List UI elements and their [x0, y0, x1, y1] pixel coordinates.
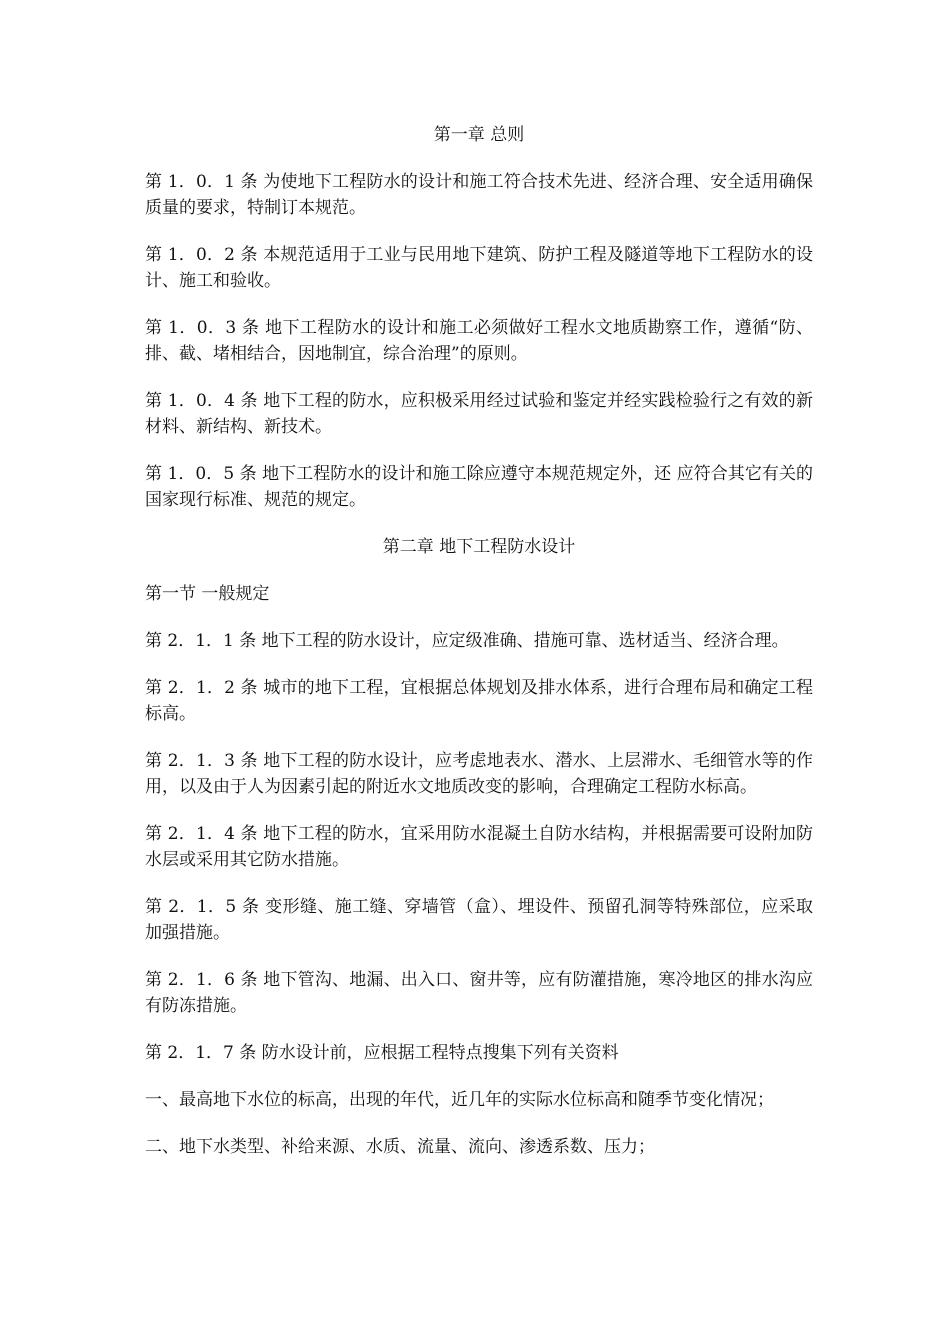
section-1-title: 第一节 一般规定	[145, 584, 270, 604]
article-1-0-1: 第 1．0．1 条 为使地下工程防水的设计和施工符合技术先进、经济合理、安全适用确保质量的要求，特制订本规范。	[145, 172, 813, 218]
list-item-2: 二、地下水类型、补给来源、水质、流量、流向、渗透系数、压力；	[145, 1137, 655, 1157]
article-1-0-2: 第 1．0．2 条 本规范适用于工业与民用地下建筑、防护工程及隧道等地下工程防水的设计、施工和验收。	[145, 245, 813, 291]
article-2-1-7: 第 2．1．7 条 防水设计前，应根据工程特点搜集下列有关资料	[145, 1043, 619, 1063]
article-2-1-2: 第 2．1．2 条 城市的地下工程，宜根据总体规划及排水体系，进行合理布局和确定工程标高。	[145, 678, 813, 724]
article-2-1-4: 第 2．1．4 条 地下工程的防水，宜采用防水混凝土自防水结构，并根据需要可设附加防水层或采用其它防水措施。	[145, 824, 813, 870]
article-2-1-3: 第 2．1．3 条 地下工程的防水设计，应考虑地表水、潜水、上层滞水、毛细管水等的作用，以及由于人为因素引起的附近水文地质改变的影响，合理确定工程防水标高。	[145, 751, 813, 797]
article-1-0-3: 第 1．0．3 条 地下工程防水的设计和施工必须做好工程水文地质勘察工作，遵循“防、排、截、堵相结合，因地制宜，综合治理”的原则。	[145, 318, 813, 364]
article-2-1-1: 第 2．1．1 条 地下工程的防水设计，应定级准确、措施可靠、选材适当、经济合理。	[145, 631, 789, 651]
article-1-0-5: 第 1．0．5 条 地下工程防水的设计和施工除应遵守本规范规定外，还 应符合其它有关的国家现行标准、规范的规定。	[145, 464, 813, 510]
list-item-1: 一、最高地下水位的标高，出现的年代，近几年的实际水位标高和随季节变化情况；	[145, 1090, 774, 1110]
chapter-1-title: 第一章 总则	[433, 125, 525, 145]
chapter-2-title: 第二章 地下工程防水设计	[382, 537, 576, 557]
article-1-0-4: 第 1．0．4 条 地下工程的防水，应积极采用经过试验和鉴定并经实践检验行之有效的新材料、新结构、新技术。	[145, 391, 813, 437]
document-page	[145, 122, 813, 1181]
article-2-1-5: 第 2．1．5 条 变形缝、施工缝、穿墙管（盒）、埋设件、预留孔洞等特殊部位，应采取加强措施。	[145, 897, 813, 943]
article-2-1-6: 第 2．1．6 条 地下管沟、地漏、出入口、窗井等，应有防灌措施，寒冷地区的排水沟应有防冻措施。	[145, 970, 813, 1016]
